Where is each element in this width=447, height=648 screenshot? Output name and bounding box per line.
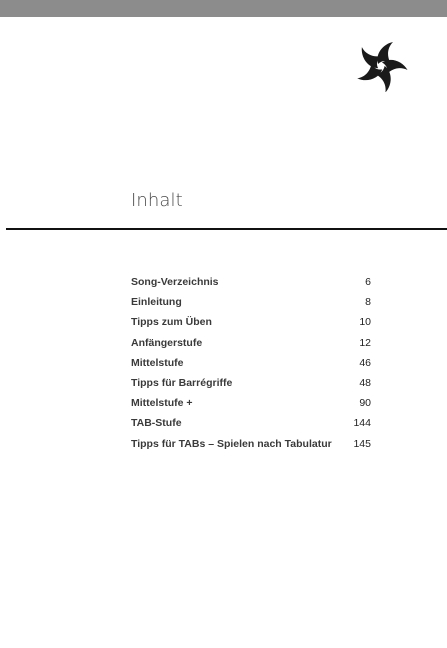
toc-entry-title: Tipps zum Üben (131, 316, 212, 329)
toc-entry-page: 10 (359, 316, 371, 329)
toc-entry-page: 48 (359, 376, 371, 389)
toc-entry-page: 8 (365, 296, 371, 309)
toc-entry (131, 373, 371, 393)
toc-entry-page: 90 (359, 397, 371, 410)
toc-entry (131, 333, 371, 353)
toc-entry-page: 6 (365, 276, 371, 288)
toc-entry-title: Tipps für Barrégriffe (131, 376, 233, 389)
title-divider (6, 228, 447, 230)
toc-entry-title: Mittelstufe (131, 356, 184, 369)
toc-entry (131, 272, 371, 292)
toc-entry-page: 145 (353, 437, 371, 450)
toc-entry-title: Song-Verzeichnis (131, 276, 219, 288)
page-title: Inhalt (131, 190, 183, 211)
toc-entry (131, 292, 371, 312)
toc-entry-title: TAB-Stufe (131, 417, 182, 430)
toc-entry-title: Anfängerstufe (131, 336, 203, 349)
toc-entry (131, 393, 371, 413)
toc-entry-page: 12 (359, 336, 371, 349)
toc-entry (131, 353, 371, 373)
toc-entry-title: Einleitung (131, 296, 182, 309)
toc-entry (131, 434, 371, 454)
pinwheel-logo-icon (353, 40, 409, 92)
toc-entry-title: Tipps für TABs – Spielen nach Tabulatur (131, 437, 332, 450)
toc-entry-page: 46 (359, 356, 371, 369)
toc-entry-title: Mittelstufe + (131, 397, 193, 410)
toc-entry-page: 144 (353, 417, 371, 430)
table-of-contents (131, 272, 371, 454)
page-header-bar (0, 0, 447, 17)
toc-entry (131, 413, 371, 433)
toc-entry (131, 312, 371, 332)
